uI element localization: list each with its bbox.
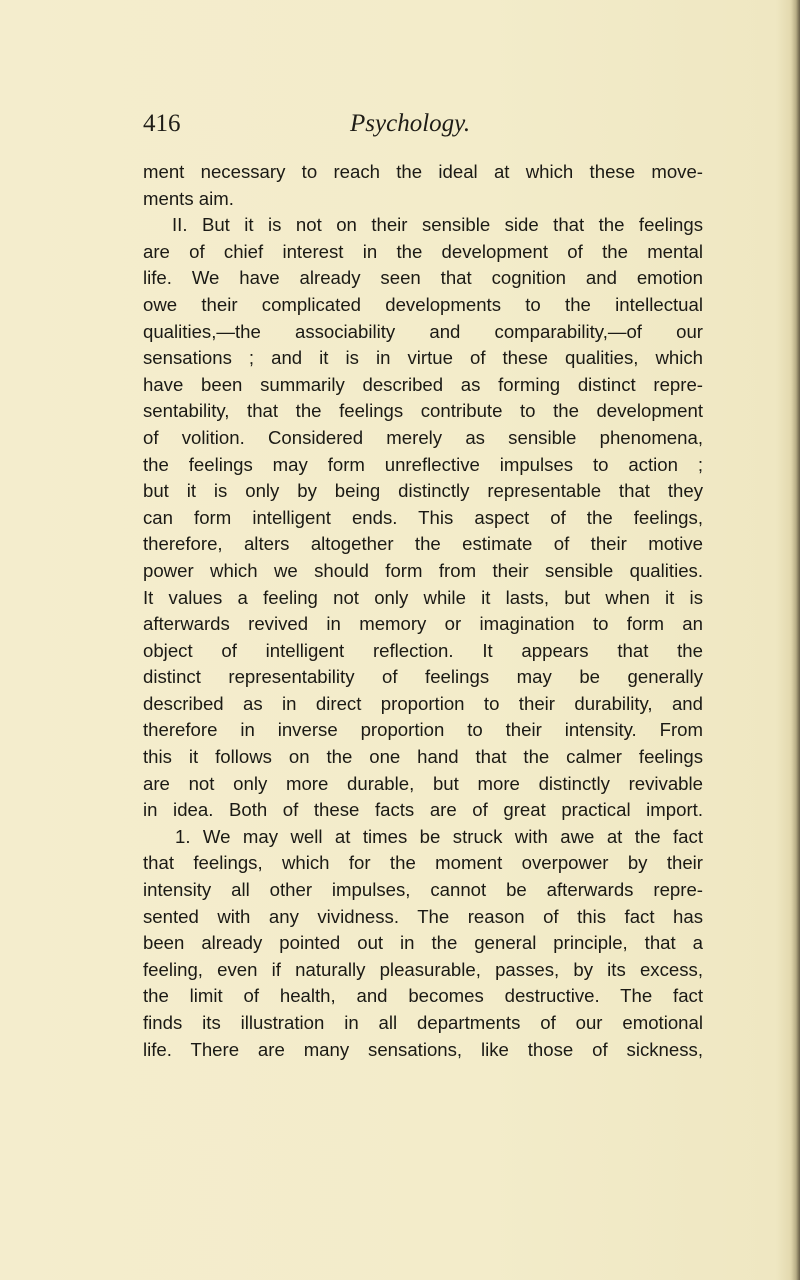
page-number: 416 <box>143 110 181 137</box>
page-edge-shadow <box>790 0 800 1280</box>
text-line: object of intelligent reflection. It appears that the <box>143 639 703 661</box>
page-header <box>143 104 693 144</box>
text-line: in idea. Both of these facts are of great practical import. <box>143 799 703 821</box>
text-line: have been summarily described as forming distinct repre- <box>143 373 703 395</box>
text-line: sensations ; and it is in virtue of these qualities, which <box>143 347 703 369</box>
text-line: ment necessary to reach the ideal at which these move- <box>143 161 703 182</box>
text-line: that feelings, which for the moment overpower by their <box>143 852 703 874</box>
text-line: owe their complicated developments to the intellectual <box>143 293 703 315</box>
text-line: of volition. Considered merely as sensible phenomena, <box>143 426 703 448</box>
body-text <box>143 159 703 1063</box>
text-line: the limit of health, and becomes destructive. The fact <box>143 985 703 1007</box>
text-line: sented with any vividness. The reason of this fact has <box>143 905 703 927</box>
text-line: ments aim. <box>143 187 234 209</box>
text-line: It values a feeling not only while it lasts, but when it is <box>143 586 703 608</box>
text-line: but it is only by being distinctly representable that they <box>143 480 703 502</box>
text-line: intensity all other impulses, cannot be afterwards repre- <box>143 879 703 901</box>
text-line: the feelings may form unreflective impulses to action ; <box>143 453 703 475</box>
text-line: this it follows on the one hand that the calmer feelings <box>143 746 703 768</box>
section-ii-start-line: II. But it is not on their sensible side that the feelings <box>172 214 703 236</box>
text-line: life. We have already seen that cognition and emotion <box>143 267 703 289</box>
text-line: qualities,—the associability and comparability,—of our <box>143 320 703 342</box>
text-line: therefore, alters altogether the estimate of their motive <box>143 533 703 555</box>
text-line: distinct representability of feelings may be generally <box>143 666 703 688</box>
text-line: therefore in inverse proportion to their intensity. From <box>143 719 703 741</box>
text-line: sentability, that the feelings contribute to the development <box>143 400 703 422</box>
running-title: Psychology. <box>350 110 471 137</box>
text-line: are not only more durable, but more distinctly revivable <box>143 772 703 794</box>
text-line: afterwards revived in memory or imagination to form an <box>143 613 703 635</box>
text-line: feeling, even if naturally pleasurable, passes, by its excess, <box>143 958 703 980</box>
text-line: can form intelligent ends. This aspect of the feelings, <box>143 506 703 528</box>
point-1-start-line: 1. We may well at times be struck with awe at the fact <box>175 825 703 847</box>
text-line: are of chief interest in the development of the mental <box>143 240 703 262</box>
text-line: life. There are many sensations, like those of sickness, <box>143 1038 703 1060</box>
text-line: power which we should form from their sensible qualities. <box>143 559 703 581</box>
text-line: finds its illustration in all departments of our emotional <box>143 1012 703 1033</box>
text-line: been already pointed out in the general principle, that a <box>143 932 703 954</box>
text-line: described as in direct proportion to their durability, and <box>143 692 703 714</box>
